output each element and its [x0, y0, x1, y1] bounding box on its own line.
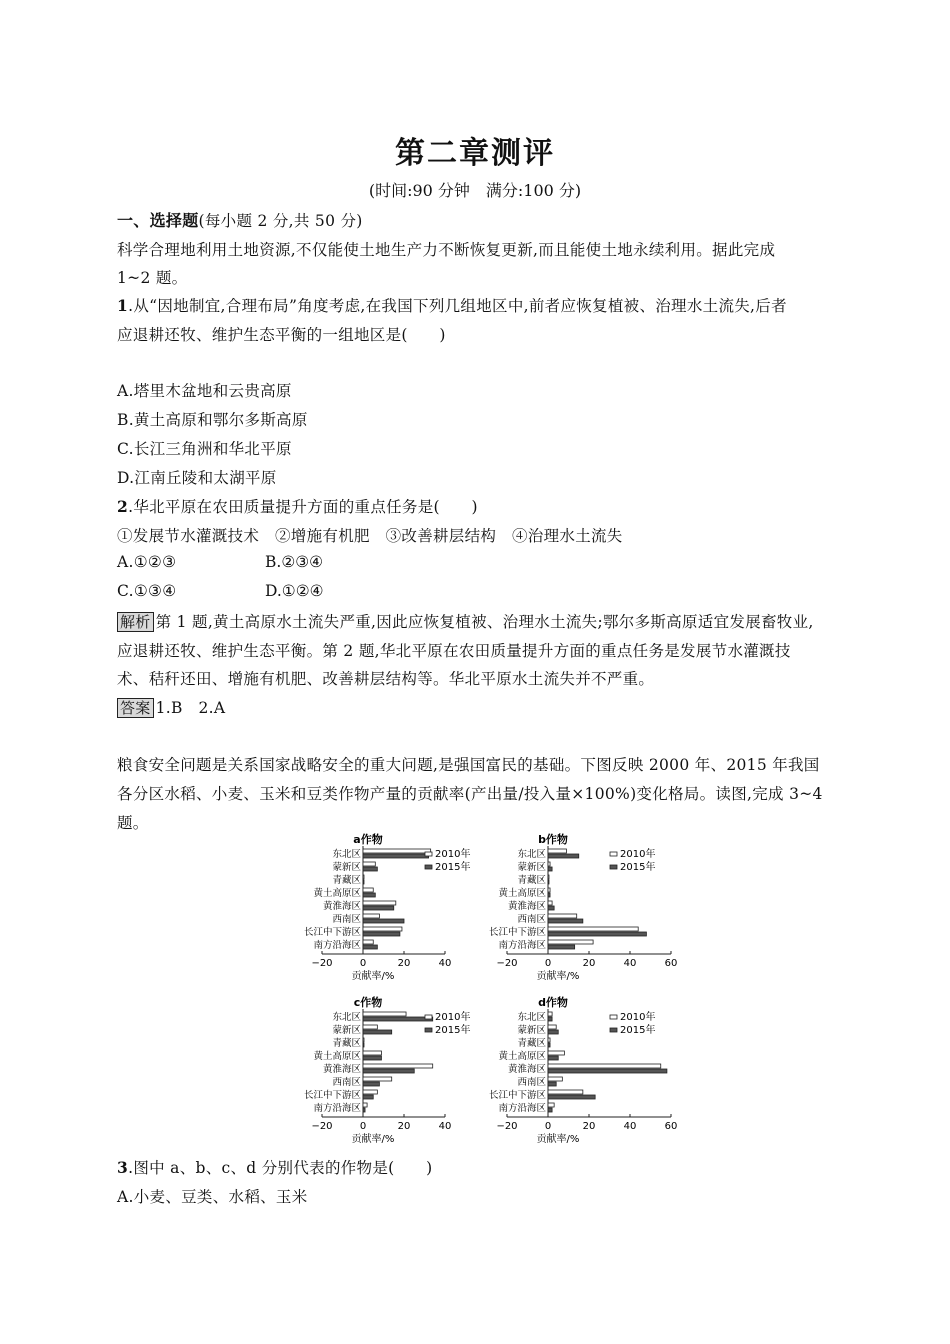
- chart-3-xlabel: 贡献率/%: [351, 1134, 395, 1145]
- chart-1-bar-2010: [363, 927, 402, 931]
- q2-option-d: D.①②④: [265, 582, 324, 600]
- chart-3-legend-label: 2010年: [435, 1012, 471, 1023]
- chart-2-bar-2015: [548, 945, 575, 949]
- page-subtitle: (时间:90 分钟 满分:100 分): [368, 181, 582, 200]
- chart-2-bar-2010: [548, 901, 552, 905]
- chart-3-bar-2015: [363, 1108, 365, 1112]
- answer-line: [117, 696, 225, 718]
- q3-option-a: A.小麦、豆类、水稻、玉米: [117, 1188, 308, 1206]
- chart-4-bar-2015: [548, 1030, 558, 1034]
- chart-1-bar-2010: [363, 940, 373, 944]
- section-heading: [117, 208, 363, 231]
- chart-1-bar-2015: [363, 945, 377, 949]
- chart-2-bar-2015: [548, 867, 552, 871]
- chart-1-tick-label: 20: [397, 958, 411, 969]
- analysis-text-1: 第 1 题,黄土高原水土流失严重,因此应恢复植被、治理水土流失;鄂尔多斯高原适宜发展畜牧业,: [155, 613, 814, 631]
- answer-text: 1.B 2.A: [155, 699, 226, 717]
- intro2-line3: 题。: [117, 814, 149, 832]
- intro1-line2: 1~2 题。: [117, 269, 188, 287]
- intro2-line2: 各分区水稻、小麦、玉米和豆类作物产量的贡献率(产出量/投入量×100%)变化格局。读图,完成 3~4: [117, 785, 823, 803]
- chart-4-bar-2015: [548, 1095, 595, 1099]
- q2-stem: [117, 495, 478, 517]
- intro1-line1: 科学合理地利用土地资源,不仅能使土地生产力不断恢复更新,而且能使土地永续利用。据此完成: [117, 241, 776, 259]
- chart-1-category-label: 西南区: [332, 914, 361, 925]
- chart-1-bar-2015: [363, 932, 400, 936]
- chart-1-xlabel: 贡献率/%: [351, 971, 395, 982]
- q3-stem-text: .图中 a、b、c、d 分别代表的作物是( ): [128, 1159, 433, 1177]
- q1-option-c: C.长江三角洲和华北平原: [117, 440, 292, 458]
- chart-2-title: b作物: [538, 833, 568, 846]
- chart-3-category-label: 青藏区: [332, 1038, 361, 1049]
- chart-3-bar-2015: [363, 1069, 414, 1073]
- chart-2-legend-label: 2015年: [620, 862, 656, 873]
- chart-1-category-label: 青藏区: [332, 875, 361, 886]
- chart-4-xlabel: 贡献率/%: [536, 1134, 580, 1145]
- q2-items: ①发展节水灌溉技术 ②增施有机肥 ③改善耕层结构 ④治理水土流失: [117, 527, 623, 545]
- chart-4-category-label: 南方沿海区: [498, 1103, 546, 1114]
- chart-2-bar-2010: [548, 862, 550, 866]
- chart-2-tick-label: 20: [582, 958, 596, 969]
- chart-3-tick-label: 40: [438, 1121, 452, 1132]
- intro2-line1: 粮食安全问题是关系国家战略安全的重大问题,是强国富民的基础。下图反映 2000 年、2015 年我国: [117, 756, 820, 774]
- chart-3-bar-2010: [363, 1064, 433, 1068]
- chart-2-bar-2015: [548, 906, 554, 910]
- chart-2-bar-2010: [548, 914, 577, 918]
- chart-2-bar-2010: [548, 849, 566, 853]
- chart-4-bar-2010: [548, 1077, 562, 1081]
- chart-4-tick-label: 40: [623, 1121, 637, 1132]
- chart-4-tick-label: 60: [664, 1121, 678, 1132]
- chart-2-bar-2010: [548, 927, 638, 931]
- chart-4-tick-label: −20: [496, 1121, 518, 1132]
- chart-2-legend-swatch: [610, 865, 617, 869]
- chart-3-legend-swatch: [425, 1015, 432, 1019]
- chart-2-bar-2010: [548, 875, 549, 879]
- chart-3-bar-2010: [363, 1103, 367, 1107]
- chart-4-category-label: 西南区: [517, 1077, 546, 1088]
- q1-stem-line1: [117, 294, 787, 316]
- section-heading-rest: (每小题 2 分,共 50 分): [198, 212, 363, 230]
- chart-4-bar-2010: [548, 1025, 556, 1029]
- q1-option-b: B.黄土高原和鄂尔多斯高原: [117, 411, 308, 429]
- chart-3-category-label: 西南区: [332, 1077, 361, 1088]
- q2-option-a: A.①②③: [117, 553, 177, 571]
- chart-3-category-label: 黄淮海区: [322, 1064, 361, 1075]
- chart-3-tick-label: −20: [311, 1121, 333, 1132]
- chart-2-bar-2015: [548, 854, 579, 858]
- chart-1-bar-2015: [363, 880, 364, 884]
- chart-3-legend-swatch: [425, 1028, 432, 1032]
- chart-4-bar-2015: [548, 1017, 552, 1021]
- chart-4-category-label: 黄淮海区: [507, 1064, 546, 1075]
- chart-2-legend-swatch: [610, 852, 617, 856]
- chart-1-bar-2015: [363, 919, 404, 923]
- analysis-tag: 解析: [117, 612, 154, 632]
- chart-3-bar-2010: [363, 1012, 406, 1016]
- q2-number: 2: [117, 497, 129, 516]
- chart-3-bar-2015: [363, 1017, 433, 1021]
- answer-tag: 答案: [117, 698, 154, 718]
- chart-1-category-label: 蒙新区: [332, 862, 361, 873]
- chart-1-category-label: 黄土高原区: [313, 888, 361, 899]
- chart-1-bar-2015: [363, 893, 375, 897]
- q2-stem-text: .华北平原在农田质量提升方面的重点任务是( ): [128, 498, 478, 516]
- chart-2-category-label: 黄土高原区: [498, 888, 546, 899]
- chart-4-bar-2015: [548, 1056, 558, 1060]
- chart-3-tick-label: 20: [397, 1121, 411, 1132]
- chart-4-category-label: 蒙新区: [517, 1025, 546, 1036]
- analysis-line1: [117, 610, 814, 632]
- chart-3-bar-2015: [363, 1056, 381, 1060]
- chart-1-category-label: 东北区: [332, 849, 361, 860]
- chart-3-title: c作物: [353, 996, 383, 1009]
- q1-option-a: A.塔里木盆地和云贵高原: [117, 382, 292, 400]
- chart-4-legend-label: 2010年: [620, 1012, 656, 1023]
- chart-3-bar-2010: [363, 1077, 392, 1081]
- chart-3-category-label: 蒙新区: [332, 1025, 361, 1036]
- chart-1-bar-2010: [363, 914, 379, 918]
- q2-option-c: C.①③④: [117, 582, 177, 600]
- chart-2-bar-2015: [548, 880, 549, 884]
- chart-1-legend-swatch: [425, 852, 432, 856]
- chart-4-bar-2015: [548, 1108, 552, 1112]
- chart-4-tick-label: 20: [582, 1121, 596, 1132]
- chart-3-bar-2015: [363, 1043, 364, 1047]
- chart-2-category-label: 西南区: [517, 914, 546, 925]
- chart-4-category-label: 东北区: [517, 1012, 546, 1023]
- chart-1-bar-2010: [363, 862, 375, 866]
- chart-4-title: d作物: [538, 996, 568, 1009]
- chart-3-category-label: 长江中下游区: [303, 1090, 361, 1101]
- chart-1-tick-label: 40: [438, 958, 452, 969]
- chart-3-bar-2010: [363, 1051, 381, 1055]
- chart-2-bar-2010: [548, 888, 550, 892]
- chart-1-bar-2015: [363, 906, 394, 910]
- chart-1-bar-2010: [363, 901, 396, 905]
- chart-2-tick-label: 60: [664, 958, 678, 969]
- chart-4-bar-2010: [548, 1012, 552, 1016]
- chart-2-category-label: 长江中下游区: [488, 927, 546, 938]
- analysis-line2: 应退耕还牧、维护生态平衡。第 2 题,华北平原在农田质量提升方面的重点任务是发展节水灌溉技: [117, 642, 791, 660]
- chart-4-legend-swatch: [610, 1028, 617, 1032]
- chart-1-bar-2010: [363, 888, 373, 892]
- chart-1-legend-swatch: [425, 865, 432, 869]
- chart-4-category-label: 青藏区: [517, 1038, 546, 1049]
- chart-4-category-label: 长江中下游区: [488, 1090, 546, 1101]
- chart-4-legend-label: 2015年: [620, 1025, 656, 1036]
- chart-2-category-label: 东北区: [517, 849, 546, 860]
- chart-1-category-label: 黄淮海区: [322, 901, 361, 912]
- section-heading-bold: 一、选择题: [117, 211, 199, 230]
- chart-3-bar-2010: [363, 1025, 377, 1029]
- chart-3-category-label: 东北区: [332, 1012, 361, 1023]
- chart-2-bar-2010: [548, 940, 593, 944]
- chart-2-tick-label: 0: [544, 958, 552, 969]
- chart-2-category-label: 黄淮海区: [507, 901, 546, 912]
- chart-4-bar-2015: [548, 1043, 550, 1047]
- chart-1-legend-label: 2015年: [435, 862, 471, 873]
- q1-option-d: D.江南丘陵和太湖平原: [117, 469, 277, 487]
- q3-number: 3: [117, 1158, 129, 1177]
- chart-3-tick-label: 0: [359, 1121, 367, 1132]
- chart-1-category-label: 南方沿海区: [313, 940, 361, 951]
- chart-3-bar-2015: [363, 1030, 392, 1034]
- analysis-line3: 术、秸秆还田、增施有机肥、改善耕层结构等。华北平原水土流失并不严重。: [117, 670, 655, 688]
- chart-3-category-label: 黄土高原区: [313, 1051, 361, 1062]
- chart-2-xlabel: 贡献率/%: [536, 971, 580, 982]
- chart-4-bar-2010: [548, 1103, 554, 1107]
- chart-1-bar-2015: [363, 854, 429, 858]
- chart-1-legend-label: 2010年: [435, 849, 471, 860]
- chart-2-bar-2015: [548, 893, 550, 897]
- chart-3-bar-2015: [363, 1082, 379, 1086]
- chart-2-bar-2015: [548, 932, 646, 936]
- chart-4-legend-swatch: [610, 1015, 617, 1019]
- chart-4-category-label: 黄土高原区: [498, 1051, 546, 1062]
- chart-1-bar-2010: [363, 849, 431, 853]
- chart-3-legend-label: 2015年: [435, 1025, 471, 1036]
- chart-4-bar-2015: [548, 1082, 556, 1086]
- chart-4-bar-2010: [548, 1064, 661, 1068]
- chart-4-bar-2010: [548, 1038, 550, 1042]
- chart-1-tick-label: 0: [359, 958, 367, 969]
- chart-2-tick-label: −20: [496, 958, 518, 969]
- chart-1-tick-label: −20: [311, 958, 333, 969]
- chart-1-bar-2010: [363, 875, 364, 879]
- chart-3-category-label: 南方沿海区: [313, 1103, 361, 1114]
- chart-1-title: a作物: [353, 833, 383, 846]
- crop-contribution-charts: [285, 828, 678, 1148]
- chart-2-category-label: 南方沿海区: [498, 940, 546, 951]
- chart-4-tick-label: 0: [544, 1121, 552, 1132]
- chart-3-bar-2010: [363, 1038, 364, 1042]
- chart-1-bar-2015: [363, 867, 377, 871]
- chart-1-category-label: 长江中下游区: [303, 927, 361, 938]
- chart-3-bar-2010: [363, 1090, 377, 1094]
- q1-number: 1: [117, 296, 129, 315]
- q1-stem-line2: 应退耕还牧、维护生态平衡的一组地区是( ): [117, 326, 446, 344]
- chart-4-bar-2010: [548, 1090, 583, 1094]
- q1-stem-text: .从“因地制宜,合理布局”角度考虑,在我国下列几组地区中,前者应恢复植被、治理水土流失,后者: [128, 297, 787, 315]
- chart-4-bar-2015: [548, 1069, 667, 1073]
- chart-2-category-label: 蒙新区: [517, 862, 546, 873]
- chart-2-tick-label: 40: [623, 958, 637, 969]
- chart-4-bar-2010: [548, 1051, 564, 1055]
- chart-2-category-label: 青藏区: [517, 875, 546, 886]
- q2-option-b: B.②③④: [265, 553, 324, 571]
- chart-2-legend-label: 2010年: [620, 849, 656, 860]
- chart-2-bar-2015: [548, 919, 583, 923]
- page-title: 第二章测评: [395, 136, 555, 171]
- chart-3-bar-2015: [363, 1095, 373, 1099]
- q3-stem: [117, 1156, 432, 1178]
